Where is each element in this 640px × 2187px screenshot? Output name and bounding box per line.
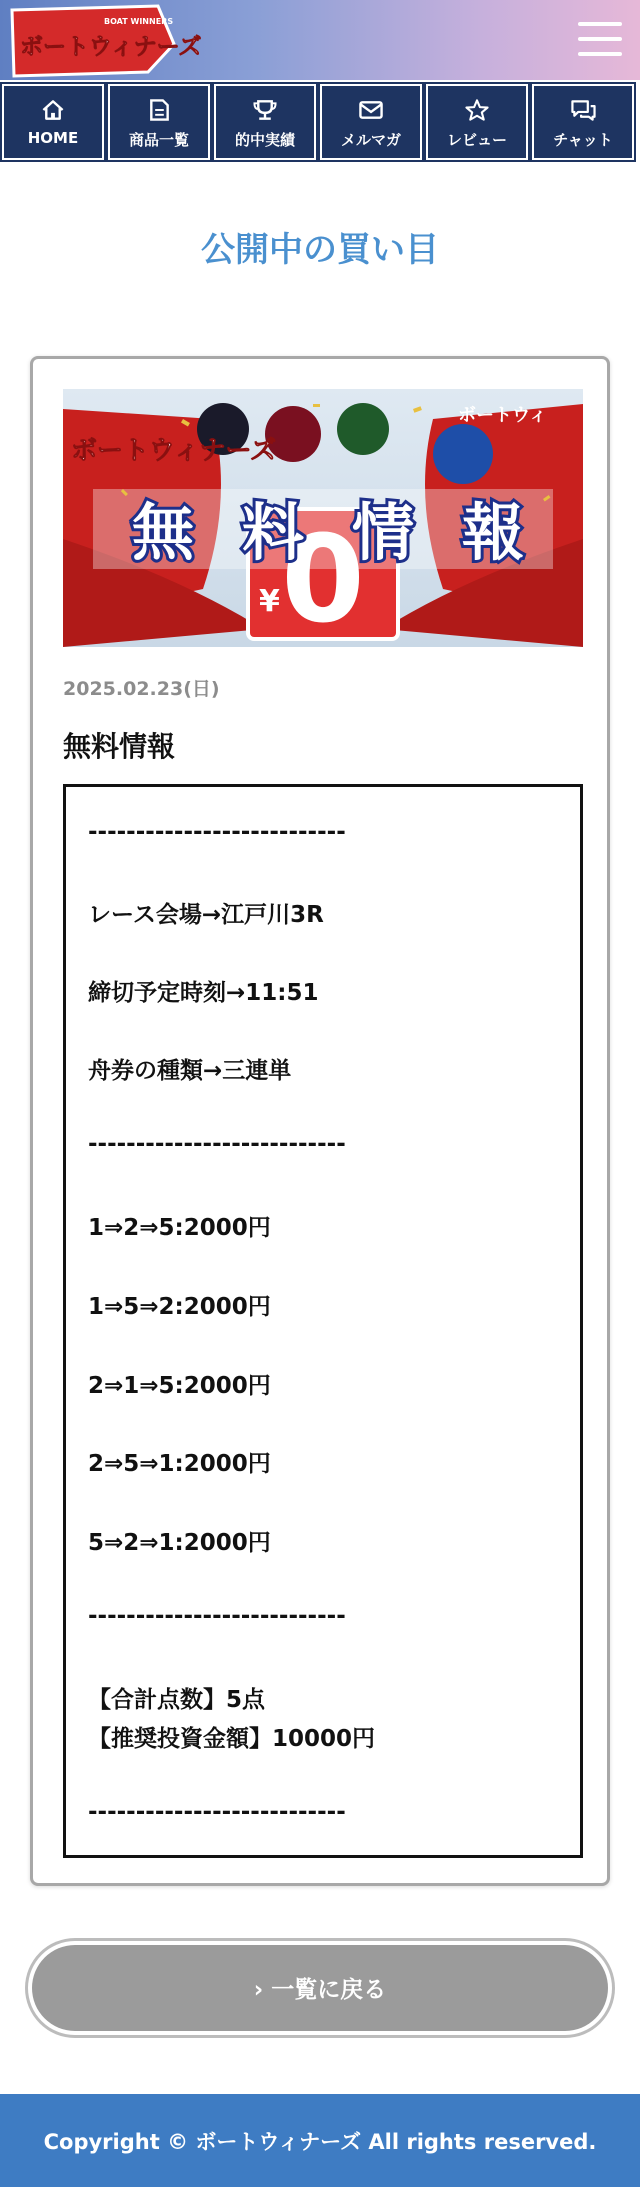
content-line: 2⇒1⇒5:2000円 — [88, 1373, 271, 1399]
site-header — [0, 0, 640, 80]
chat-icon — [534, 98, 632, 122]
main-nav — [0, 84, 640, 160]
post-heading: 無料情報 — [63, 730, 176, 763]
document-icon — [110, 98, 208, 122]
content-line: 【合計点数】5点 — [88, 1687, 266, 1713]
star-icon — [428, 98, 526, 122]
banner-logo: ボートウィナーズ — [71, 436, 277, 466]
site-logo[interactable] — [8, 4, 202, 78]
post-card — [30, 356, 610, 1886]
chevron-right-icon: › — [253, 1977, 264, 2003]
content-line: --------------------------- — [88, 1603, 346, 1629]
back-button-label: 一覧に戻る — [271, 1977, 387, 2003]
content-line: --------------------------- — [88, 1799, 346, 1825]
content-line: 1⇒5⇒2:2000円 — [88, 1294, 271, 1320]
hamburger-menu-icon[interactable] — [578, 22, 622, 56]
svg-text:¥: ¥ — [259, 584, 280, 619]
nav-review-label: レビュー — [446, 131, 507, 149]
nav-products[interactable] — [108, 84, 210, 160]
logo-sub: BOAT WINNERS — [104, 17, 174, 26]
svg-text:情: 情 — [351, 496, 415, 569]
nav-mailmag[interactable] — [320, 84, 422, 160]
content-line: 1⇒2⇒5:2000円 — [88, 1215, 271, 1241]
nav-chat[interactable] — [532, 84, 634, 160]
content-line: 舟券の種類→三連単 — [88, 1058, 292, 1084]
copyright-text: Copyright © ボートウィナーズ All rights reserved. — [43, 2130, 597, 2154]
post-content — [63, 784, 583, 1858]
content-line: --------------------------- — [88, 1131, 346, 1157]
nav-products-label: 商品一覧 — [128, 131, 189, 149]
nav-results[interactable] — [214, 84, 316, 160]
mail-icon — [322, 98, 420, 122]
nav-home[interactable] — [2, 84, 104, 160]
post-date: 2025.02.23(日) — [63, 678, 220, 700]
nav-review[interactable] — [426, 84, 528, 160]
nav-home-label: HOME — [27, 129, 79, 147]
trophy-icon — [216, 98, 314, 122]
content-line: 5⇒2⇒1:2000円 — [88, 1530, 271, 1556]
page-title: 公開中の買い目 — [201, 230, 439, 270]
nav-chat-label: チャット — [553, 131, 613, 149]
back-to-list-button[interactable] — [32, 1945, 608, 2031]
nav-results-label: 的中実績 — [234, 131, 295, 149]
home-icon — [4, 98, 102, 122]
svg-text:料: 料 — [241, 496, 305, 569]
svg-text:0: 0 — [281, 511, 365, 650]
logo-text: ボートウィナーズ — [20, 34, 202, 60]
svg-text:無: 無 — [131, 496, 195, 569]
site-footer — [0, 2094, 640, 2187]
content-line: 締切予定時刻→11:51 — [88, 980, 319, 1006]
content-line: レース会場→江戸川3R — [88, 902, 324, 928]
content-line: 2⇒5⇒1:2000円 — [88, 1451, 271, 1477]
free-info-banner[interactable] — [63, 389, 583, 650]
svg-text:報: 報 — [461, 496, 525, 569]
svg-text:ボートウィ: ボートウィ — [458, 405, 547, 426]
content-line: 【推奨投資金額】10000円 — [88, 1726, 376, 1752]
content-line: --------------------------- — [88, 819, 346, 845]
nav-mailmag-label: メルマガ — [340, 131, 401, 149]
